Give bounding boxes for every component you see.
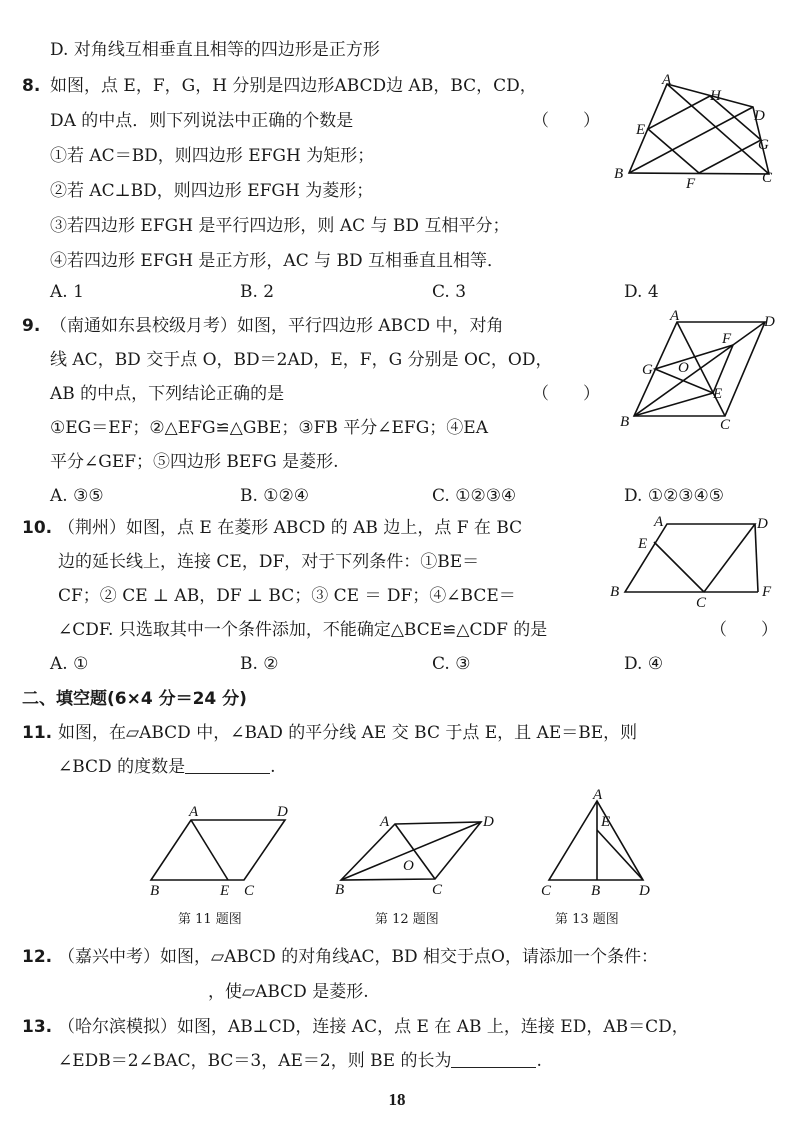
q10-number: 10. — [22, 518, 53, 538]
q10-label-d: D — [757, 516, 768, 532]
q8-statement: ②若 AC⊥BD，则四边形 EFGH 为菱形； — [50, 181, 374, 201]
q8-label-g: G — [758, 137, 769, 153]
q9-answer-paren: （ ） — [532, 384, 600, 404]
q12-label-d: D — [483, 814, 494, 830]
q13-label-e: E — [601, 814, 611, 830]
q11-number: 11. — [22, 723, 53, 743]
q10-option-a: A. ① — [50, 654, 89, 674]
q12-figure — [325, 800, 500, 900]
q9-option-c: C. ①②③④ — [432, 486, 517, 506]
q12-label-a: A — [380, 814, 390, 830]
q12-label-c: C — [432, 882, 443, 898]
q12-stem-text: ，使▱ABCD 是菱形. — [208, 982, 369, 1002]
q8-statement: ③若四边形 EFGH 是平行四边形，则 AC 与 BD 互相平分； — [50, 216, 510, 236]
q11-end: . — [270, 757, 276, 777]
q9-label-d: D — [764, 314, 775, 330]
q9-figure — [612, 308, 787, 433]
q13-stem-line — [58, 1051, 542, 1071]
q9-label-c: C — [720, 417, 731, 433]
q8-label-a: A — [662, 72, 672, 88]
q9-stem-line: ①EG＝EF；②△EFG≌△GBE；③FB 平分∠EFG；④EA — [50, 418, 488, 438]
q13-label-d: D — [639, 883, 650, 899]
q8-statement: ①若 AC＝BD，则四边形 EFGH 为矩形； — [50, 146, 375, 166]
q9-label-f: F — [722, 331, 732, 347]
q13-end: . — [536, 1051, 542, 1071]
q11-label-c: C — [244, 883, 255, 899]
q8-label-c: C — [762, 170, 773, 186]
q11-parallelogram-abcd — [151, 820, 285, 880]
q13-answer-blank[interactable] — [451, 1051, 536, 1068]
q9-segment-be — [634, 393, 713, 416]
q13-triangle — [549, 801, 643, 880]
q9-option-b: B. ①②④ — [240, 486, 310, 506]
q9-stem-line: （南通如东县校级月考）如图，平行四边形 ABCD 中，对角 — [50, 316, 504, 336]
q9-option-d: D. ①②③④⑤ — [624, 486, 725, 506]
q8-statement: ④若四边形 EFGH 是正方形，AC 与 BD 互相垂直且相等． — [50, 251, 505, 271]
q11-label-a: A — [189, 804, 199, 820]
q13-stem-line: （哈尔滨模拟）如图，AB⊥CD，连接 AC，点 E 在 AB 上，连接 ED，AB＝CD， — [58, 1017, 689, 1037]
section-fill-in-title: 二、填空题(6×4 分＝24 分) — [22, 689, 247, 709]
q13-figure — [535, 785, 660, 900]
q9-label-b: B — [620, 414, 630, 430]
q10-label-c: C — [696, 595, 707, 611]
q10-segment-ce — [654, 542, 704, 592]
q10-segment-df — [755, 524, 758, 592]
q8-label-b: B — [614, 166, 624, 182]
q9-stem-line: AB 的中点，下列结论正确的是 — [50, 384, 285, 404]
q11-answer-blank[interactable] — [185, 757, 270, 774]
q10-rhombus-abcd — [625, 524, 755, 592]
q12-stem-line: （嘉兴中考）如图，▱ABCD 的对角线AC，BD 相交于点O，请添加一个条件： — [58, 947, 658, 967]
q9-option-a: A. ③⑤ — [50, 486, 104, 506]
q10-option-c: C. ③ — [432, 654, 471, 674]
q11-stem-line — [58, 757, 276, 777]
q10-stem-line: ∠CDF. 只选取其中一个条件添加，不能确定△BCE≌△CDF 的是 — [58, 620, 548, 640]
q12-answer-blank[interactable] — [58, 983, 208, 999]
q10-label-a: A — [654, 514, 664, 530]
q10-stem-line: CF；② CE ⊥ AB，DF ⊥ BC；③ CE ＝ DF；④∠BCE＝ — [58, 586, 516, 606]
q12-figure-caption: 第 12 题图 — [375, 912, 439, 927]
q13-label-b: B — [591, 883, 601, 899]
q11-stem-text: ∠BCD 的度数是 — [58, 757, 186, 777]
q11-stem-line: 如图，在▱ABCD 中，∠BAD 的平分线 AE 交 BC 于点 E，且 AE＝BE，则 — [58, 723, 638, 743]
q13-label-c: C — [541, 883, 552, 899]
q8-label-d: D — [754, 108, 765, 124]
q12-label-b: B — [335, 882, 345, 898]
q8-quadrilateral-efgh — [648, 96, 761, 173]
q11-figure-caption: 第 11 题图 — [178, 912, 242, 927]
q12-label-o: O — [403, 858, 414, 874]
q8-figure — [612, 72, 787, 192]
q11-label-b: B — [150, 883, 160, 899]
q10-option-b: B. ② — [240, 654, 279, 674]
q11-label-e: E — [220, 883, 230, 899]
q8-label-h: H — [710, 88, 721, 104]
q8-option-a: A. 1 — [50, 282, 84, 302]
q8-option-c: C. 3 — [432, 282, 467, 302]
q10-stem-line: （荆州）如图，点 E 在菱形 ABCD 的 AB 边上，点 F 在 BC — [58, 518, 523, 538]
q11-figure — [140, 800, 305, 900]
q9-label-e: E — [713, 386, 723, 402]
q11-label-d: D — [277, 804, 288, 820]
q8-answer-paren: （ ） — [532, 111, 600, 131]
q8-label-e: E — [636, 122, 646, 138]
q12-diagonal-ac — [395, 824, 435, 879]
q13-label-a: A — [593, 787, 603, 803]
q8-stem-line: DA 的中点．则下列说法中正确的个数是 — [50, 111, 354, 131]
q10-label-e: E — [638, 536, 648, 552]
q9-number: 9. — [22, 316, 41, 336]
q13-stem-text: ∠EDB＝2∠BAC，BC＝3，AE＝2，则 BE 的长为 — [58, 1051, 452, 1071]
q8-number: 8. — [22, 76, 41, 96]
q9-stem-line: 平分∠GEF；⑤四边形 BEFG 是菱形. — [50, 452, 339, 472]
q10-label-b: B — [610, 584, 620, 600]
q8-stem-line: 如图，点 E，F，G，H 分别是四边形ABCD边 AB，BC，CD， — [50, 76, 537, 96]
q8-label-f: F — [686, 176, 696, 192]
q9-label-g: G — [642, 362, 653, 378]
q8-option-d: D. 4 — [624, 282, 659, 302]
q9-label-o: O — [678, 360, 689, 376]
q10-figure — [600, 510, 785, 610]
q12-stem-line — [58, 982, 369, 1002]
q10-answer-paren: （ ） — [710, 620, 778, 640]
q13-segment-ed — [597, 830, 643, 880]
q10-label-f: F — [762, 584, 772, 600]
q8-option-b: B. 2 — [240, 282, 275, 302]
q12-number: 12. — [22, 947, 53, 967]
q10-option-d: D. ④ — [624, 654, 664, 674]
q13-number: 13. — [22, 1017, 53, 1037]
q9-label-a: A — [670, 308, 680, 324]
q13-figure-caption: 第 13 题图 — [555, 912, 619, 927]
page-number: 18 — [388, 1090, 406, 1109]
q9-stem-line: 线 AC，BD 交于点 O，BD＝2AD，E，F，G 分别是 OC，OD， — [50, 350, 553, 370]
q11-segment-ae — [191, 820, 228, 880]
q10-stem-line: 边的延长线上，连接 CE，DF，对于下列条件：①BE＝ — [58, 552, 480, 572]
q7-option-d: D. 对角线互相垂直且相等的四边形是正方形 — [50, 40, 380, 60]
